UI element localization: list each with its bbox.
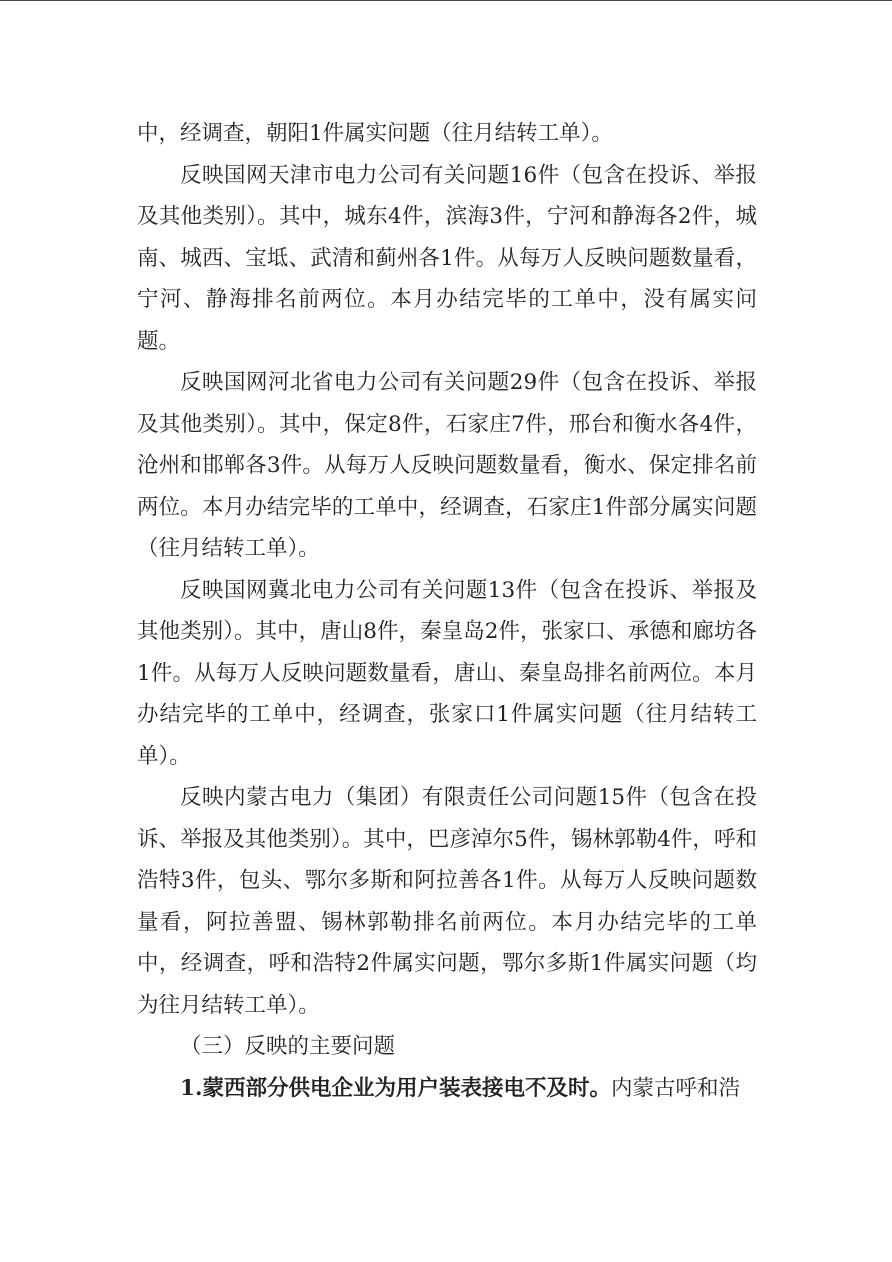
issue-1-text: 内蒙古呼和浩	[610, 1075, 740, 1101]
section-heading: （三）反映的主要问题	[180, 1034, 396, 1059]
paragraph-tianjin: 反映国网天津市电力公司有关问题16件（包含在投诉、举报及其他类别）。其中，城东4件，滨海3件，宁河和静海各2件，城南、城西、宝坻、武清和蓟州各1件。从每万人反映问题数量看，宁河、静海排名前两位。本月办结完毕的工单中，没有属实问题。	[137, 162, 757, 354]
paragraph-continuation: 中，经调查，朝阳1件属实问题（往月结转工单）。	[137, 121, 613, 146]
issue-1-paragraph	[137, 1068, 757, 1110]
page-top-border	[0, 0, 892, 1]
paragraph-jibei: 反映国网冀北电力公司有关问题13件（包含在投诉、举报及其他类别）。其中，唐山8件，秦皇岛2件，张家口、承德和廊坊各1件。从每万人反映问题数量看，唐山、秦皇岛排名前两位。本月办结完毕的工单中，经调查，张家口1件属实问题（往月结转工单）。	[137, 577, 757, 769]
paragraph-hebei: 反映国网河北省电力公司有关问题29件（包含在投诉、举报及其他类别）。其中，保定8件，石家庄7件，邢台和衡水各4件，沧州和邯郸各3件。从每万人反映问题数量看，衡水、保定排名前两位。本月办结完毕的工单中，经调查，石家庄1件部分属实问题（往月结转工单）。	[137, 370, 757, 561]
paragraph-neimenggu: 反映内蒙古电力（集团）有限责任公司问题15件（包含在投诉、举报及其他类别）。其中，巴彦淖尔5件，锡林郭勒4件，呼和浩特3件，包头、鄂尔多斯和阿拉善各1件。从每万人反映问题数量看，阿拉善盟、锡林郭勒排名前两位。本月办结完毕的工单中，经调查，呼和浩特2件属实问题，鄂尔多斯1件属实问题（均为往月结转工单）。	[137, 785, 757, 1018]
document-body	[137, 113, 757, 1109]
issue-1-title: 1.蒙西部分供电企业为用户装表接电不及时。	[180, 1075, 611, 1101]
